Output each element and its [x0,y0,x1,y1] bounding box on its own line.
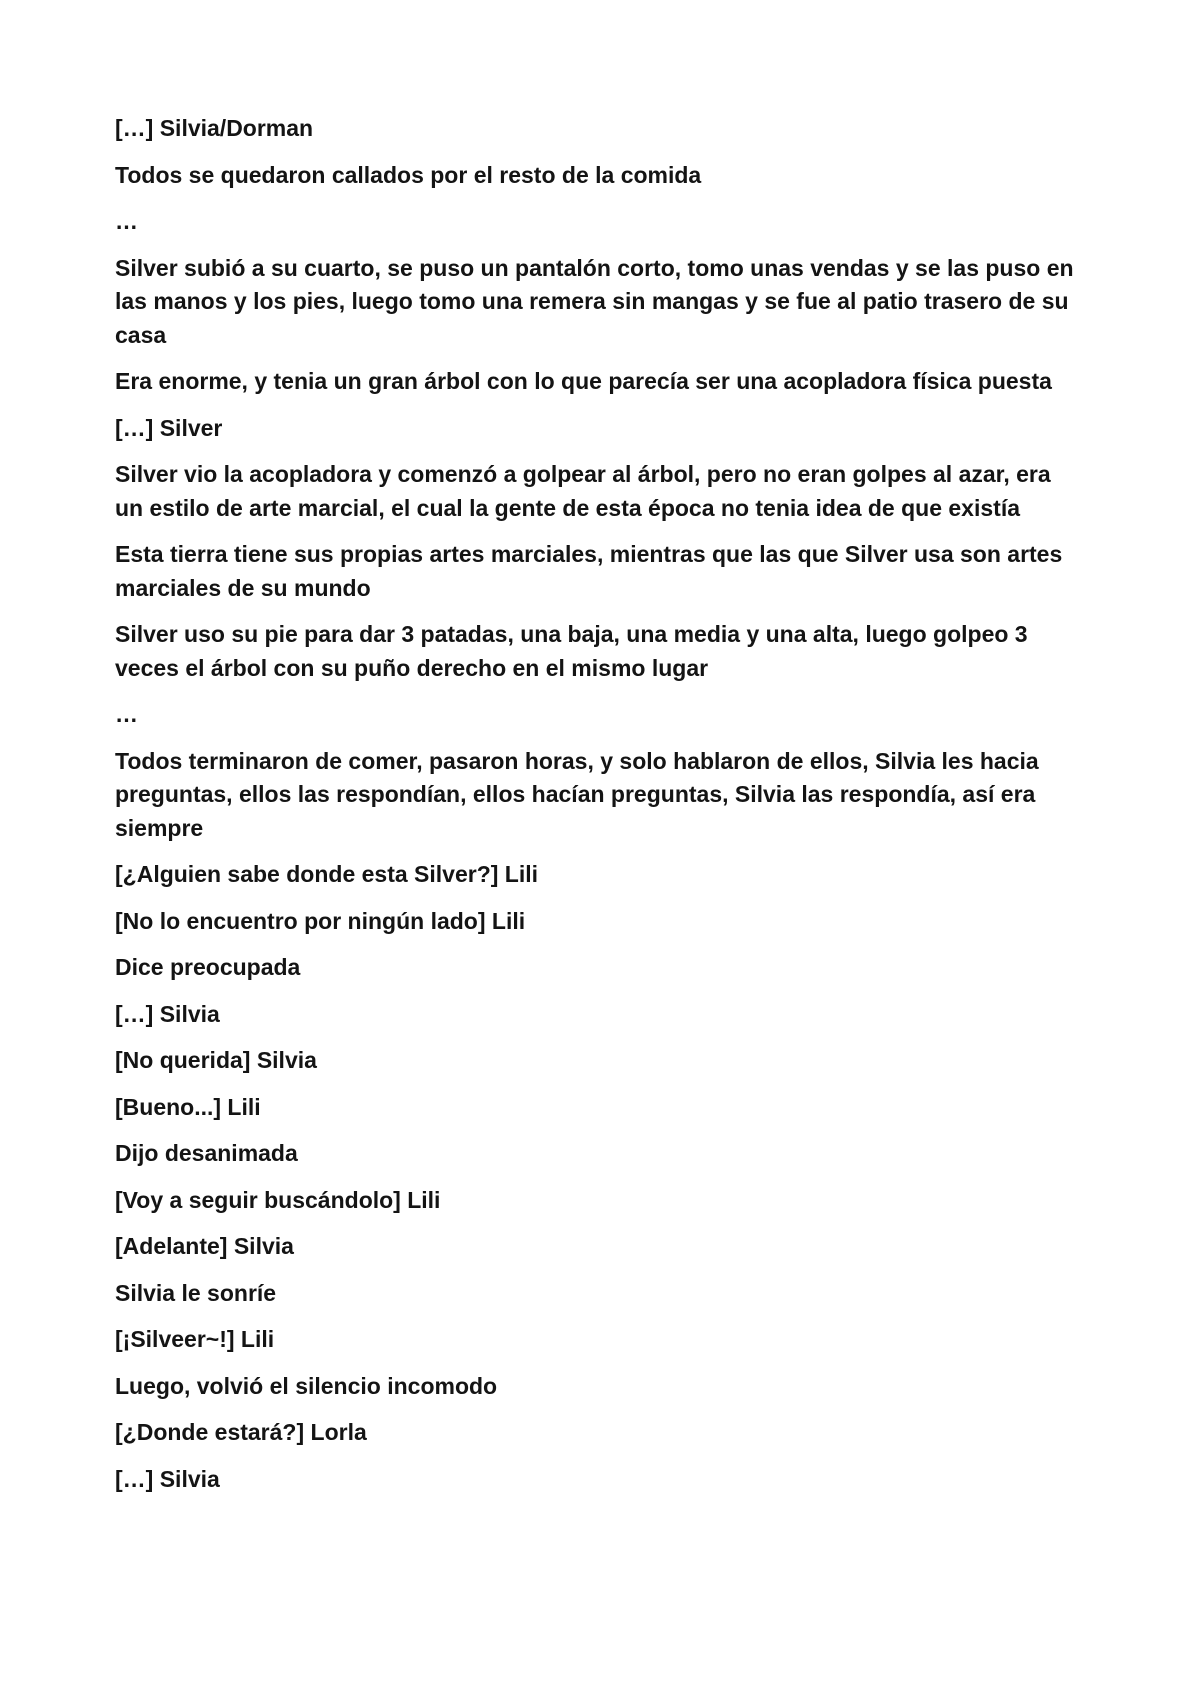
paragraph: [¡Silveer~!] Lili [115,1326,275,1352]
paragraph: [No querida] Silvia [115,1047,317,1073]
document-body [115,112,1080,1509]
paragraph: [No lo encuentro por ningún lado] Lili [115,907,526,934]
paragraph: […] Silvia/Dorman [115,115,314,141]
paragraph: Todos terminaron de comer, pasaron horas, y solo hablaron de ellos, Silvia les hacia preguntas, ellos las respondían, ellos hacían preguntas, Silvia las respondía, así era siempre [115,747,1039,841]
paragraph: [Voy a seguir buscándolo] Lili [115,1186,441,1213]
paragraph: Silver uso su pie para dar 3 patadas, una baja, una media y una alta, luego golpeo 3 veces el árbol con su puño derecho en el mismo lugar [115,621,1028,681]
paragraph: Silvia le sonríe [115,1279,277,1306]
paragraph: [¿Donde estará?] Lorla [115,1419,367,1445]
paragraph: Dijo desanimada [115,1140,298,1166]
paragraph: Era enorme, y tenia un gran árbol con lo que parecía ser una acopladora física puesta [115,368,1052,394]
paragraph: Luego, volvió el silencio incomodo [115,1372,498,1399]
paragraph: Silver subió a su cuarto, se puso un pantalón corto, tomo unas vendas y se las puso en las manos y los pies, luego tomo una remera sin mangas y se fue al patio trasero de su casa [115,254,1074,348]
paragraph: […] Silver [115,414,223,441]
paragraph: Esta tierra tiene sus propias artes marciales, mientras que las que Silver usa son artes marciales de su mundo [115,541,1063,601]
paragraph: Silver vio la acopladora y comenzó a golpear al árbol, pero no eran golpes al azar, era un estilo de arte marcial, el cual la gente de esta época no tenia idea de que existía [115,461,1051,521]
paragraph: […] Silvia [115,1000,220,1027]
paragraph: … [115,208,138,234]
paragraph: […] Silvia [115,1465,220,1492]
paragraph: [Bueno...] Lili [115,1093,261,1120]
paragraph: Dice preocupada [115,954,301,980]
paragraph: [¿Alguien sabe donde esta Silver?] Lili [115,861,539,887]
paragraph: … [115,701,138,727]
paragraph: Todos se quedaron callados por el resto de la comida [115,161,702,188]
paragraph: [Adelante] Silvia [115,1233,294,1259]
